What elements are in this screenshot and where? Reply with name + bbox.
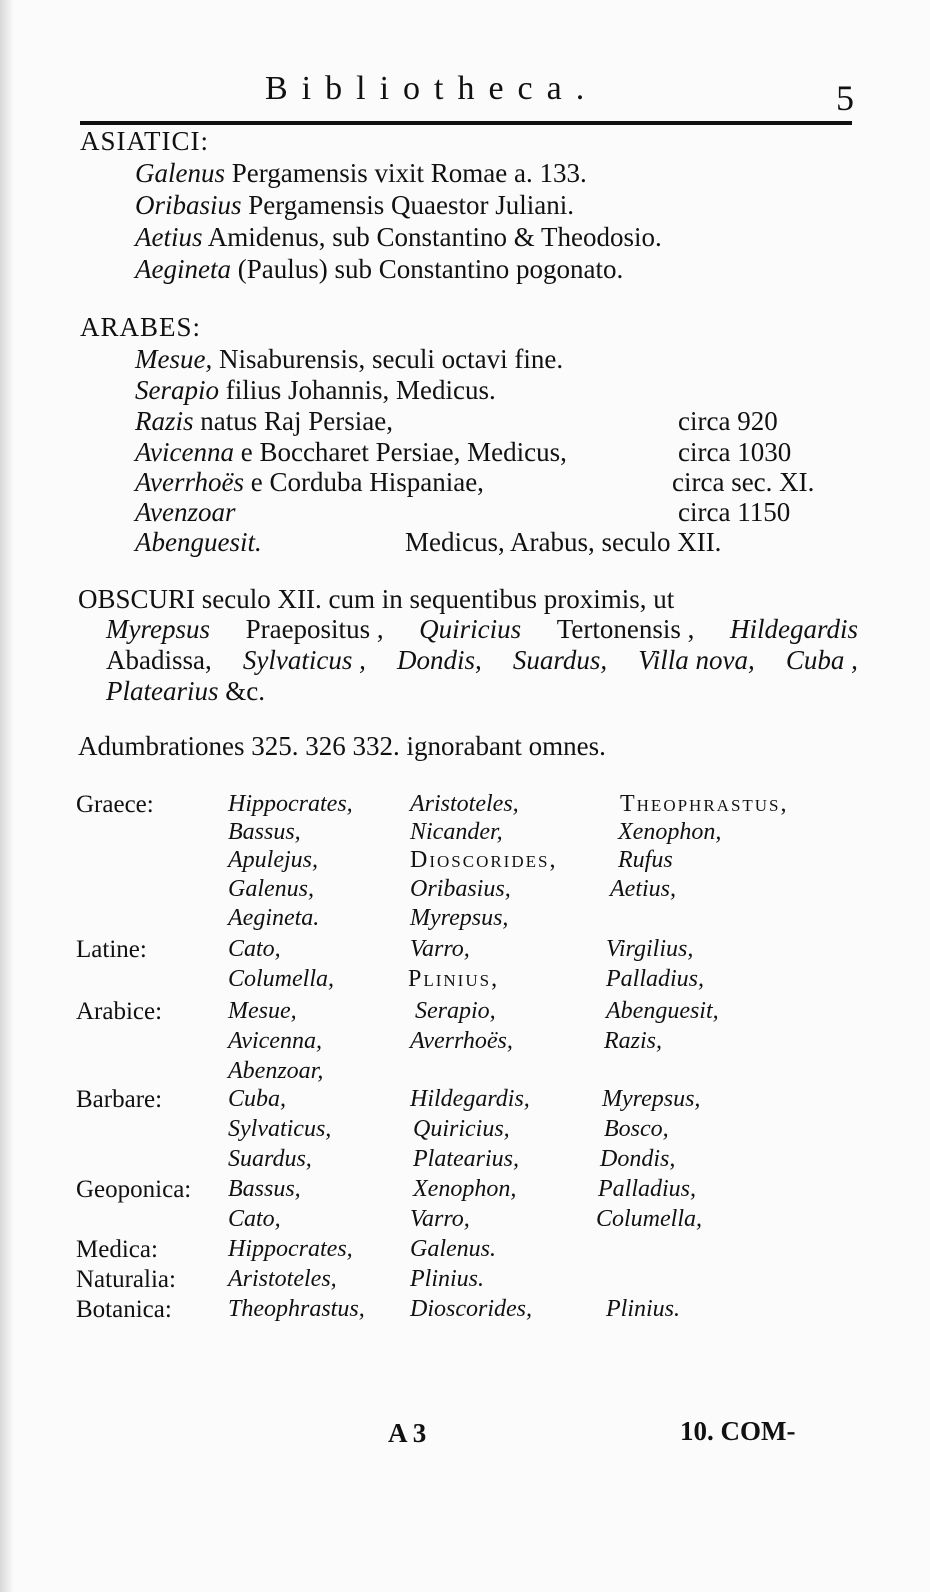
arabes-line: Avicenna e Boccharet Persiae, Medicus, (135, 437, 567, 467)
table-cell: Bosco, (604, 1116, 669, 1142)
asiatici-line: Oribasius Pergamensis Quaestor Juliani. (135, 190, 574, 220)
table-cell: Plinius, (408, 966, 500, 992)
table-cell: Varro, (410, 1206, 470, 1232)
table-cell: Avicenna, (228, 1028, 322, 1054)
running-title: Bibliotheca. (265, 70, 599, 107)
head-rule (80, 121, 852, 125)
arabes-line: Razis natus Raj Persiae, (135, 406, 393, 436)
arabes-date: circa 1150 (678, 497, 791, 527)
table-cell: Dioscorides, (410, 847, 558, 873)
table-cell: Xenophon, (618, 819, 722, 845)
arabes-date: circa 920 (678, 406, 778, 436)
table-label: Latine: (76, 936, 147, 963)
table-cell: Theophrastus, (620, 791, 789, 817)
signature-mark: A 3 (388, 1418, 427, 1448)
obscuri-line: Platearius &c. (106, 676, 265, 706)
table-cell: Dioscorides, (410, 1296, 532, 1322)
obscuri-line: Myrepsus Praepositus , Quiricius Tertonensis , Hildegardis (106, 614, 858, 644)
arabes-line: Serapio filius Johannis, Medicus. (135, 375, 496, 405)
table-cell: Columella, (228, 966, 334, 992)
table-cell: Abenguesit, (606, 998, 719, 1024)
table-cell: Galenus. (410, 1236, 496, 1262)
table-cell: Plinius. (606, 1296, 681, 1322)
arabes-line: Averrhoës e Corduba Hispaniae, (135, 467, 484, 497)
page-edge-shadow (0, 0, 14, 1592)
table-cell: Suardus, (228, 1146, 312, 1172)
table-cell: Bassus, (228, 1176, 301, 1202)
table-cell: Quiricius, (413, 1116, 510, 1142)
arabes-date: Medicus, Arabus, seculo XII. (405, 527, 722, 557)
table-cell: Hippocrates, (228, 791, 353, 817)
asiatici-line: Galenus Pergamensis vixit Romae a. 133. (135, 158, 587, 188)
table-cell: Xenophon, (413, 1176, 517, 1202)
table-cell: Myrepsus, (602, 1086, 701, 1112)
table-cell: Abenzoar, (228, 1058, 324, 1084)
asiatici-heading: ASIATICI: (80, 126, 209, 156)
arabes-line: Abenguesit. (135, 527, 262, 557)
table-cell: Varro, (410, 936, 470, 962)
table-cell: Nicander, (410, 819, 503, 845)
table-cell: Myrepsus, (410, 905, 509, 931)
table-cell: Oribasius, (410, 876, 511, 902)
table-label: Naturalia: (76, 1266, 176, 1293)
table-label: Botanica: (76, 1296, 172, 1323)
table-cell: Cato, (228, 936, 281, 962)
table-cell: Platearius, (413, 1146, 519, 1172)
arabes-date: circa sec. XI. (672, 467, 815, 497)
obscuri-line: OBSCURI seculo XII. cum in sequentibus proximis, ut (78, 584, 675, 614)
table-cell: Razis, (604, 1028, 663, 1054)
table-cell: Plinius. (410, 1266, 485, 1292)
table-label: Graece: (76, 791, 154, 818)
arabes-heading: ARABES: (80, 312, 202, 342)
table-cell: Palladius, (606, 966, 705, 992)
table-cell: Cato, (228, 1206, 281, 1232)
table-cell: Sylvaticus, (228, 1116, 332, 1142)
table-cell: Virgilius, (606, 936, 694, 962)
arabes-line: Mesue, Nisaburensis, seculi octavi fine. (135, 344, 564, 374)
adumbrationes-line: Adumbrationes 325. 326 332. ignorabant omnes. (78, 731, 606, 761)
arabes-date: circa 1030 (678, 437, 792, 467)
table-cell: Galenus, (228, 876, 314, 902)
page-number: 5 (836, 78, 854, 118)
table-cell: Palladius, (598, 1176, 697, 1202)
table-cell: Rufus (618, 847, 673, 873)
table-label: Arabice: (76, 998, 163, 1025)
table-label: Barbare: (76, 1086, 163, 1113)
table-cell: Mesue, (228, 998, 297, 1024)
table-cell: Aegineta. (228, 905, 320, 931)
arabes-line: Avenzoar (135, 497, 236, 527)
table-cell: Cuba, (228, 1086, 287, 1112)
table-label: Geoponica: (76, 1176, 192, 1203)
asiatici-line: Aegineta (Paulus) sub Constantino pogonato. (135, 254, 624, 284)
table-cell: Aristoteles, (228, 1266, 337, 1292)
table-cell: Hippocrates, (228, 1236, 353, 1262)
table-cell: Aetius, (610, 876, 676, 902)
table-cell: Bassus, (228, 819, 301, 845)
table-cell: Apulejus, (228, 847, 318, 873)
table-cell: Aristoteles, (410, 791, 519, 817)
table-cell: Serapio, (415, 998, 496, 1024)
obscuri-line: Abadissa, Sylvaticus , Dondis, Suardus, Villa nova, Cuba , (106, 645, 858, 675)
table-cell: Dondis, (600, 1146, 676, 1172)
catchword: 10. COM- (680, 1416, 796, 1446)
asiatici-line: Aetius Amidenus, sub Constantino & Theodosio. (135, 222, 662, 252)
table-cell: Theophrastus, (228, 1296, 365, 1322)
table-cell: Averrhoës, (410, 1028, 513, 1054)
table-label: Medica: (76, 1236, 158, 1263)
table-cell: Hildegardis, (410, 1086, 530, 1112)
table-cell: Columella, (596, 1206, 702, 1232)
